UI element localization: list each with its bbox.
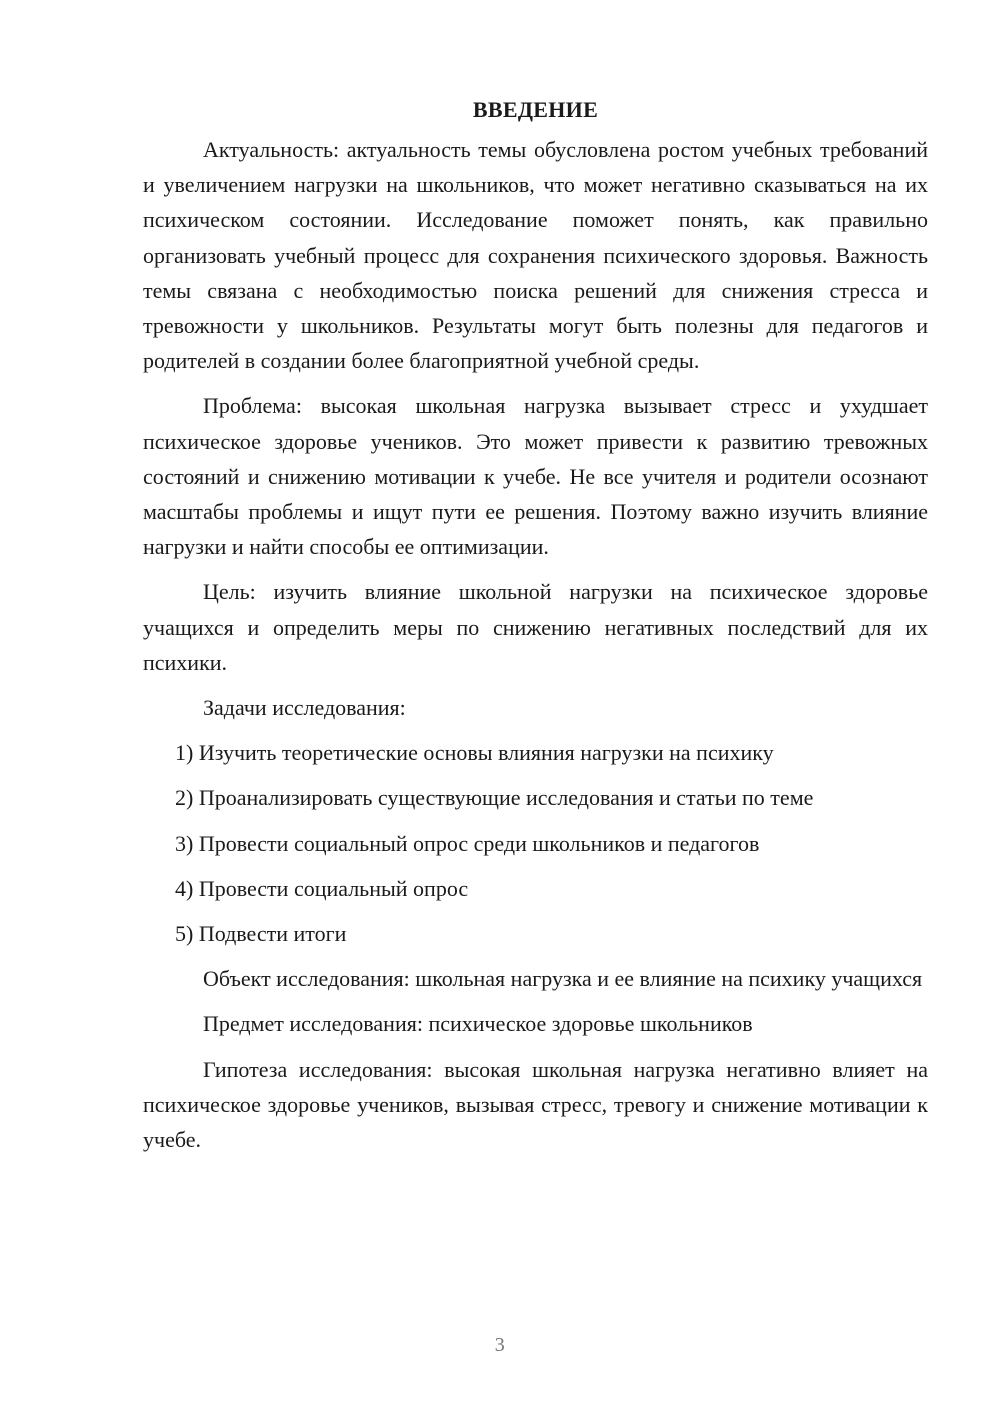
page-content: [143, 95, 928, 1167]
relevance-paragraph: Актуальность: актуальность темы обусловлена ростом учебных требований и увеличением нагрузки на школьников, что может негативно сказываться на их психическом состоянии. Исследование поможет понять, как правильно организовать учебный процесс для сохранения психического здоровья. Важность темы связана с необходимостью поиска решений для снижения стресса и тревожности у школьников. Результаты могут быть полезны для педагогов и родителей в создании более благоприятной учебной среды.: [143, 137, 928, 374]
page-number: 3: [494, 1334, 506, 1356]
task-item: 5) Подвести итоги: [175, 921, 347, 947]
hypothesis-paragraph: Гипотеза исследования: высокая школьная нагрузка негативно влияет на психическое здоровье учеников, вызывая стресс, тревогу и снижение мотивации к учебе.: [143, 1056, 928, 1153]
object-paragraph: Объект исследования: школьная нагрузка и ее влияние на психику учащихся: [203, 966, 923, 992]
task-item: 2) Проанализировать существующие исследования и статьи по теме: [175, 785, 814, 811]
tasks-heading: Задачи исследования:: [203, 695, 406, 721]
problem-paragraph: Проблема: высокая школьная нагрузка вызывает стресс и ухудшает психическое здоровье учеников. Это может привести к развитию тревожных состояний и снижению мотивации к учебе. Не все учителя и родители осознают масштабы проблемы и ищут пути ее решения. Поэтому важно изучить влияние нагрузки и найти способы ее оптимизации.: [143, 393, 928, 560]
tasks-list: [143, 735, 928, 951]
page-title: ВВЕДЕНИЕ: [472, 97, 599, 122]
task-item: 1) Изучить теоретические основы влияния нагрузки на психику: [175, 740, 774, 766]
subject-paragraph: Предмет исследования: психическое здоровье школьников: [203, 1011, 753, 1037]
task-item: 4) Провести социальный опрос: [175, 875, 469, 901]
task-item: 3) Провести социальный опрос среди школьников и педагогов: [175, 830, 760, 856]
goal-paragraph: Цель: изучить влияние школьной нагрузки на психическое здоровье учащихся и определить меры по снижению негативных последствий для их психики.: [143, 579, 928, 675]
